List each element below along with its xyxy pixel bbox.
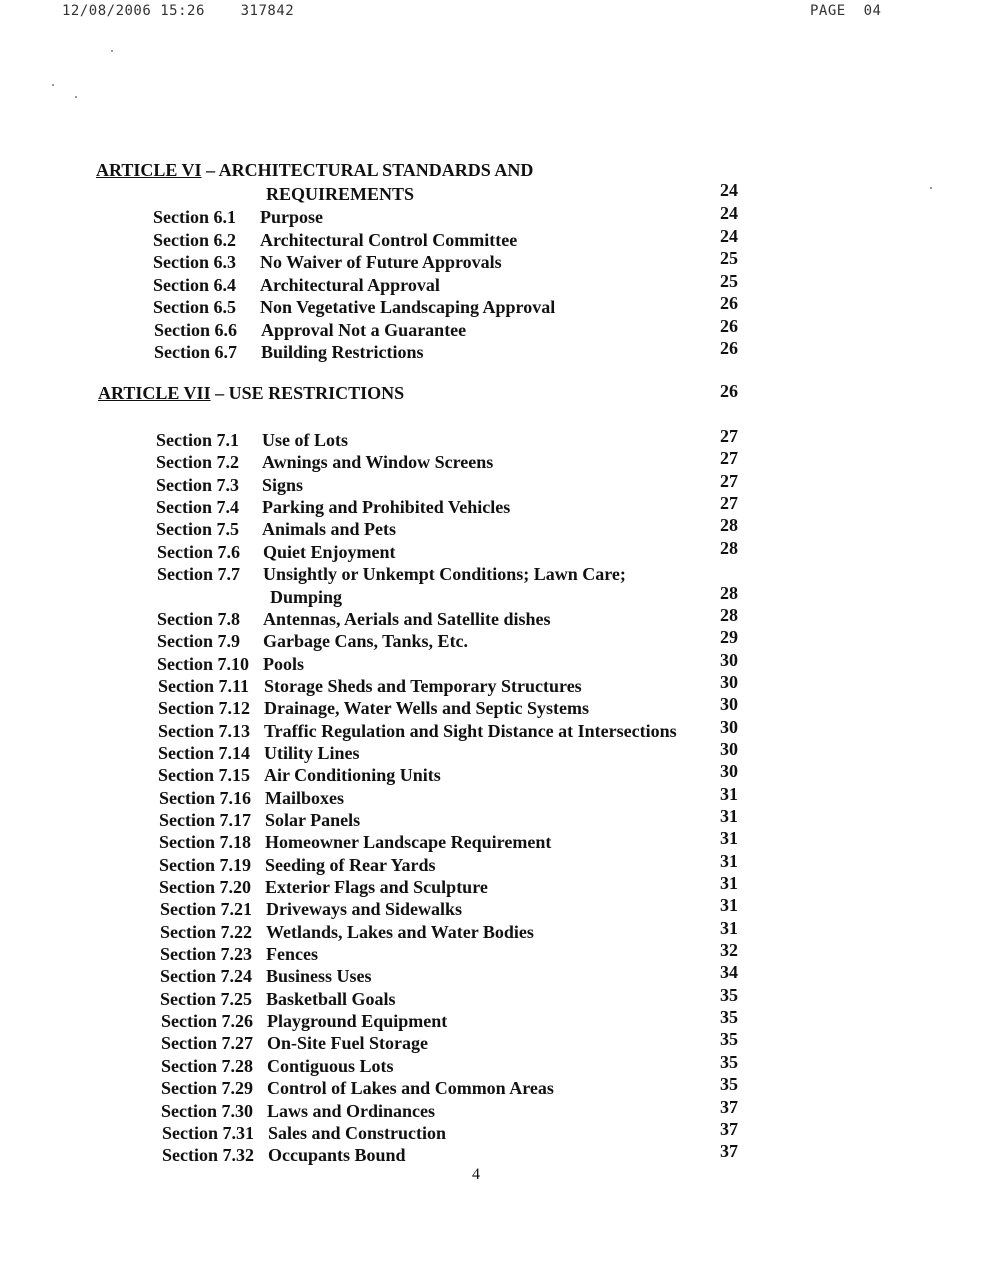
toc-page-number: 32 <box>720 940 738 961</box>
toc-entry <box>0 293 990 318</box>
toc-page-number: 27 <box>720 448 738 469</box>
fax-time: 15:26 <box>160 3 205 19</box>
toc-section-number: Section 6.6 <box>154 319 237 340</box>
page-number: 4 <box>472 1166 480 1183</box>
toc-section-number: Section 6.1 <box>153 207 236 227</box>
toc-section-title: Non Vegetative Landscaping Approval <box>260 297 556 317</box>
toc-section-number: Section 7.18 <box>159 832 251 853</box>
toc-page-number: 35 <box>720 1029 738 1050</box>
toc-entry <box>0 248 990 273</box>
scan-speck <box>52 84 54 86</box>
toc-page-number: 25 <box>720 248 738 268</box>
toc-page-number: 37 <box>720 1096 738 1117</box>
toc-page-number: 24 <box>720 225 738 246</box>
toc-page-number: 30 <box>720 649 738 670</box>
toc-section-title: Purpose <box>260 207 323 227</box>
toc-section-number: Section 7.7 <box>157 564 240 585</box>
toc-section-title: Unsightly or Unkempt Conditions; Lawn Care; <box>263 564 626 585</box>
toc-section-number: Section 6.4 <box>153 274 236 295</box>
toc-entry <box>0 984 990 1010</box>
fax-date: 12/08/2006 <box>62 3 152 19</box>
toc-section-title: Quiet Enjoyment <box>263 541 396 562</box>
toc-entry <box>0 1141 990 1166</box>
toc-page-number: 27 <box>720 470 738 491</box>
toc-section-number: Section 7.11 <box>158 675 250 696</box>
toc-section-number: Section 7.13 <box>158 720 250 741</box>
toc-section-number: Section 7.22 <box>160 921 252 942</box>
toc-entry <box>0 203 990 228</box>
toc-entry <box>0 315 990 341</box>
toc-section-title: Drainage, Water Wells and Septic Systems <box>264 698 590 719</box>
toc-section-number: Section 7.31 <box>162 1122 254 1143</box>
toc-section-title: Architectural Control Committee <box>260 229 518 250</box>
toc-section-number: Section 7.8 <box>157 608 240 629</box>
toc-page-number: 30 <box>720 671 738 692</box>
toc-page-number: 35 <box>720 984 738 1005</box>
toc-section-title: Occupants Bound <box>268 1145 406 1166</box>
toc-page-number: 30 <box>720 761 738 782</box>
article-7-page-row <box>0 380 990 402</box>
toc-section-number: Section 6.7 <box>154 342 237 362</box>
toc-entry <box>0 270 990 296</box>
toc-page-number: 37 <box>720 1141 738 1162</box>
scan-speck <box>111 50 113 52</box>
article-6-dash: – <box>201 160 219 180</box>
article-7-dash: – <box>210 383 229 403</box>
article-6-page: 24 <box>720 180 738 200</box>
toc-section-title: Business Uses <box>266 966 372 987</box>
toc-section-number: Section 7.1 <box>156 430 239 450</box>
article-6-heading <box>96 160 533 181</box>
toc-section-number: Section 7.21 <box>160 899 252 920</box>
toc-section-number: Section 7.9 <box>157 631 240 652</box>
article-6-label: ARTICLE VI <box>96 160 202 180</box>
toc-section-title: Seeding of Rear Yards <box>265 854 436 875</box>
toc-section-title: Wetlands, Lakes and Water Bodies <box>266 921 534 942</box>
toc-section-title: Utility Lines <box>264 742 360 763</box>
toc-entry <box>0 470 990 496</box>
toc-entry <box>0 783 990 809</box>
fax-header-left <box>62 3 294 19</box>
toc-page-number: 29 <box>720 627 738 648</box>
toc-section-number: Section 6.3 <box>153 252 236 272</box>
toc-section-title: Exterior Flags and Sculpture <box>265 877 488 897</box>
toc-section-title: Fences <box>266 944 318 965</box>
toc-page-number: 28 <box>720 604 738 625</box>
toc-section-title: Control of Lakes and Common Areas <box>267 1078 554 1099</box>
toc-section-title: Animals and Pets <box>262 519 397 540</box>
toc-section-number: Section 7.27 <box>161 1033 253 1054</box>
toc-entry <box>0 1029 990 1054</box>
toc-section-title: Solar Panels <box>265 809 361 830</box>
toc-page-number: 27 <box>720 493 738 514</box>
toc-page-number: 27 <box>720 426 738 446</box>
toc-section-number: Section 7.29 <box>161 1078 253 1099</box>
toc-section-title: Parking and Prohibited Vehicles <box>262 497 511 518</box>
toc-entry <box>0 1096 990 1122</box>
toc-page-number: 31 <box>720 917 738 938</box>
article-6-title-line2: REQUIREMENTS <box>266 184 415 204</box>
toc-section-title: Sales and Construction <box>268 1122 447 1143</box>
toc-section-title: Basketball Goals <box>266 988 396 1009</box>
toc-entry <box>0 563 990 608</box>
article-7-label: ARTICLE VII <box>98 383 211 403</box>
toc-entry <box>0 1007 990 1032</box>
toc-entry <box>0 738 990 764</box>
toc-entry <box>0 515 990 540</box>
toc-entry <box>0 671 990 697</box>
article-7-page: 26 <box>720 381 738 401</box>
toc-page-number: 31 <box>720 873 738 893</box>
toc-section-title: On-Site Fuel Storage <box>267 1033 428 1054</box>
toc-section-title: Approval Not a Guarantee <box>261 319 467 340</box>
toc-section-number: Section 7.23 <box>160 944 252 965</box>
toc-entry <box>0 1118 990 1144</box>
toc-page-number: 30 <box>720 694 738 715</box>
toc-section-title: Playground Equipment <box>267 1011 448 1032</box>
toc-entry <box>0 805 990 831</box>
toc-section-title: Awnings and Window Screens <box>262 452 494 473</box>
toc-entry <box>0 962 990 987</box>
toc-page-number: 31 <box>720 828 738 849</box>
toc-page-number: 28 <box>720 515 738 536</box>
toc-section-number: Section 7.2 <box>156 452 239 473</box>
toc-page-number: 35 <box>720 1007 738 1028</box>
toc-entry <box>0 716 990 742</box>
article-7-title: USE RESTRICTIONS <box>228 383 405 403</box>
toc-section-number: Section 7.15 <box>158 765 250 786</box>
toc-section-number: Section 7.16 <box>159 787 251 808</box>
toc-section-title: Signs <box>262 474 304 495</box>
toc-page-number: 34 <box>720 962 738 983</box>
toc-page-number: 31 <box>720 895 738 916</box>
toc-section-title: Driveways and Sidewalks <box>266 899 463 920</box>
toc-page-number: 28 <box>720 537 738 558</box>
toc-section-title: Use of Lots <box>262 430 348 450</box>
toc-page-number: 35 <box>720 1074 738 1095</box>
toc-section-title: Garbage Cans, Tanks, Etc. <box>263 631 469 652</box>
toc-section-number: Section 7.3 <box>156 474 239 495</box>
toc-page-number: 30 <box>720 716 738 737</box>
toc-section-title-line2: Dumping <box>270 587 343 608</box>
toc-page-number: 31 <box>720 850 738 871</box>
toc-entry <box>0 604 990 630</box>
toc-section-number: Section 7.10 <box>157 653 249 674</box>
toc-entry <box>0 694 990 719</box>
toc-page-number: 31 <box>720 783 738 804</box>
toc-section-number: Section 7.26 <box>161 1011 253 1032</box>
toc-section-number: Section 7.24 <box>160 966 252 987</box>
toc-section-number: Section 7.17 <box>159 809 251 830</box>
toc-section-number: Section 7.20 <box>159 877 251 897</box>
toc-entry <box>0 873 990 898</box>
toc-entry <box>0 828 990 853</box>
toc-entry <box>0 493 990 518</box>
toc-entry <box>0 895 990 920</box>
toc-section-number: Section 7.32 <box>162 1145 254 1166</box>
toc-section-title: Pools <box>263 653 305 674</box>
toc-section-title: Building Restrictions <box>261 342 424 362</box>
toc-section-title: Antennas, Aerials and Satellite dishes <box>263 608 551 629</box>
article-6-title-line1: ARCHITECTURAL STANDARDS AND <box>218 160 534 180</box>
toc-page-number: 26 <box>720 293 738 313</box>
toc-section-number: Section 6.5 <box>153 297 236 317</box>
toc-section-title: Storage Sheds and Temporary Structures <box>264 675 582 696</box>
fax-page-number: 04 <box>863 3 882 19</box>
toc-page-number: 30 <box>720 738 738 759</box>
toc-page-number: 26 <box>720 338 738 358</box>
toc-section-title: Laws and Ordinances <box>267 1100 436 1121</box>
toc-entry <box>0 1051 990 1077</box>
toc-entry <box>0 940 990 965</box>
fax-page-label: PAGE <box>810 3 846 19</box>
toc-section-title: Homeowner Landscape Requirement <box>265 832 552 853</box>
toc-section-number: Section 7.6 <box>157 541 240 562</box>
toc-entry <box>0 627 990 652</box>
toc-section-title: Traffic Regulation and Sight Distance at Intersections <box>264 720 677 741</box>
toc-section-number: Section 6.2 <box>153 229 236 250</box>
scan-speck <box>75 96 77 98</box>
fax-header-right <box>810 3 881 19</box>
toc-section-title: No Waiver of Future Approvals <box>260 252 502 272</box>
toc-section-number: Section 7.5 <box>156 519 239 540</box>
toc-page-number: 26 <box>720 315 738 336</box>
toc-section-title: Mailboxes <box>265 787 344 808</box>
toc-entry <box>0 649 990 675</box>
toc-section-number: Section 7.30 <box>161 1100 253 1121</box>
toc-section-number: Section 7.12 <box>158 698 250 719</box>
toc-entry <box>0 448 990 473</box>
toc-entry <box>0 338 990 363</box>
toc-page-number: 28 <box>720 583 738 604</box>
toc-section-title: Architectural Approval <box>260 274 440 295</box>
toc-entry <box>0 761 990 786</box>
article-6-page-row <box>0 179 990 201</box>
toc-section-number: Section 7.14 <box>158 742 250 763</box>
toc-section-number: Section 7.4 <box>156 497 239 518</box>
toc-entry <box>0 850 990 876</box>
toc-entry <box>0 1074 990 1099</box>
toc-entry <box>0 225 990 251</box>
toc-page-number: 31 <box>720 805 738 826</box>
toc-entry <box>0 537 990 563</box>
toc-entry <box>0 917 990 943</box>
toc-page-number: 35 <box>720 1051 738 1072</box>
toc-page-number: 25 <box>720 270 738 291</box>
toc-entry <box>0 426 990 451</box>
toc-page-number: 37 <box>720 1118 738 1139</box>
toc-section-number: Section 7.28 <box>161 1055 253 1076</box>
fax-number: 317842 <box>240 3 295 19</box>
toc-page-number: 24 <box>720 203 738 223</box>
toc-section-number: Section 7.19 <box>159 854 251 875</box>
toc-section-title: Air Conditioning Units <box>264 765 441 786</box>
toc-section-number: Section 7.25 <box>160 988 252 1009</box>
toc-section-title: Contiguous Lots <box>267 1055 394 1076</box>
